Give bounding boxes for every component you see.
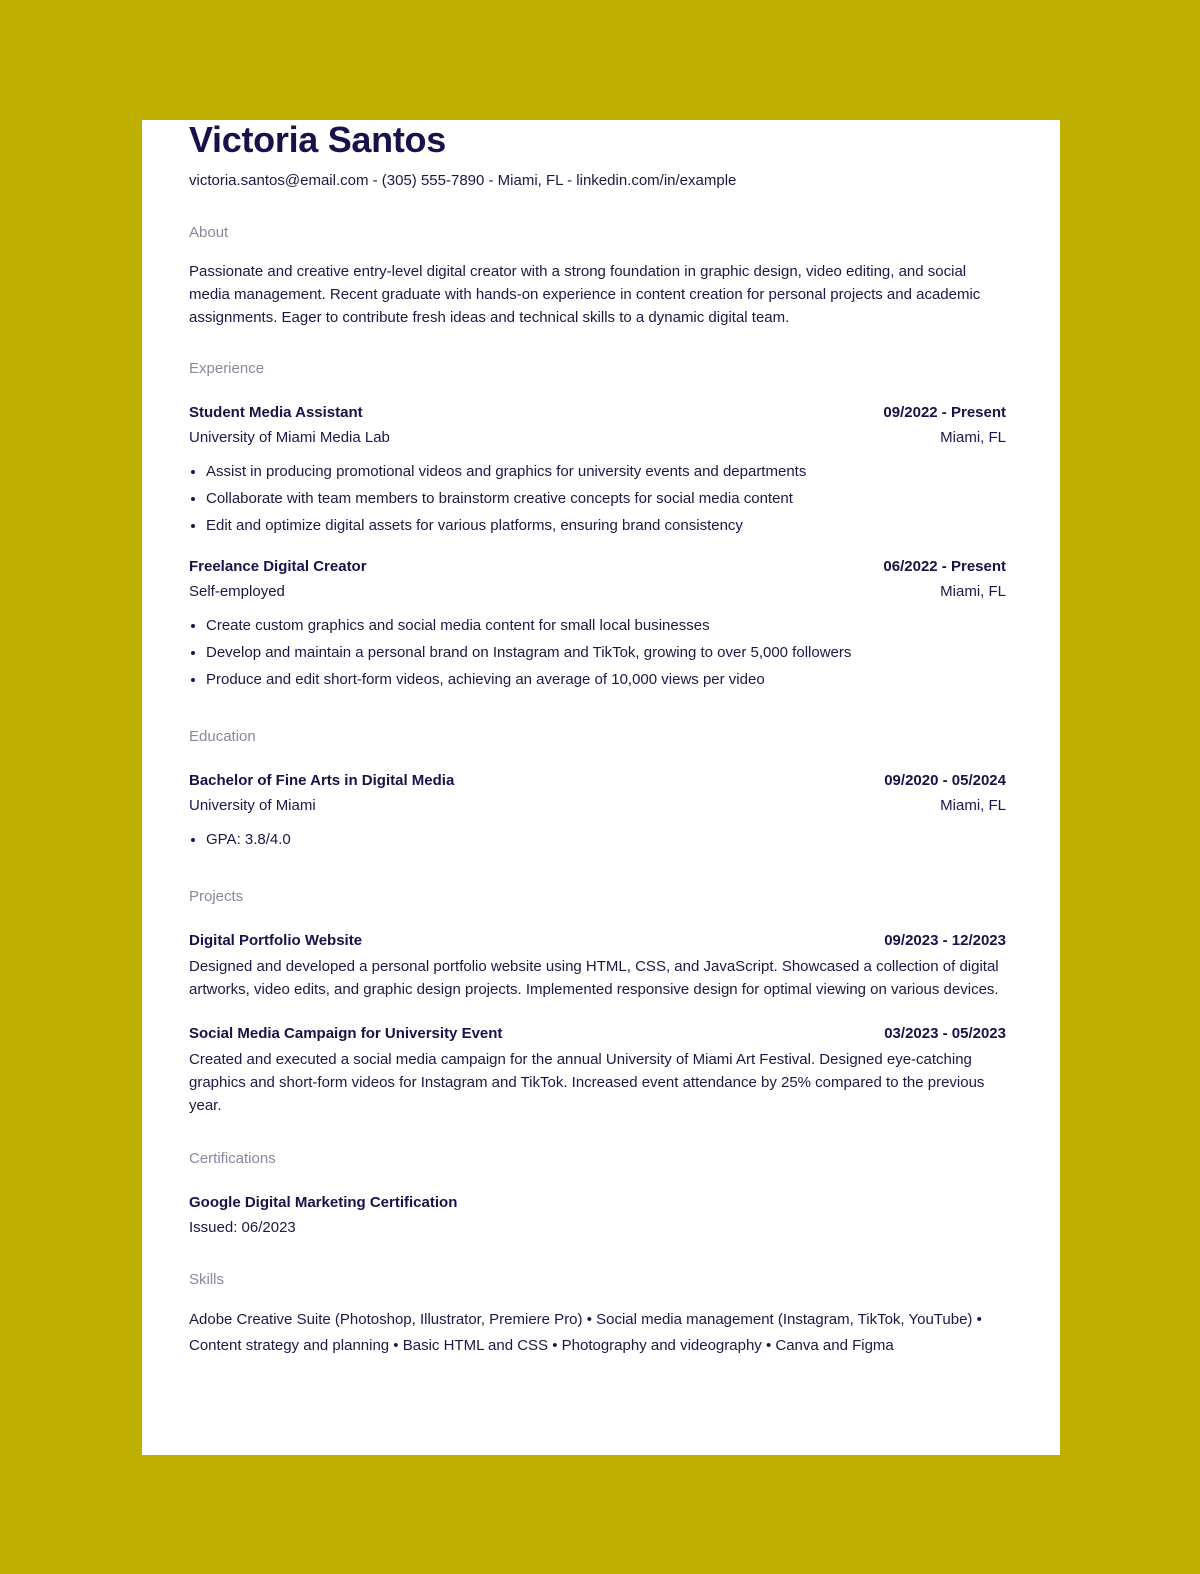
project-entry: [189, 931, 1006, 1001]
job-location: Miami, FL: [940, 429, 1006, 446]
job-title: Student Media Assistant: [189, 404, 363, 421]
section-title-experience: Experience: [189, 360, 265, 377]
job-organization: University of Miami Media Lab: [189, 429, 390, 446]
education-sub-row: [189, 796, 1006, 816]
list-item: • Create custom graphics and social media content for small local businesses: [206, 612, 1006, 639]
school-location: Miami, FL: [940, 797, 1006, 814]
education-entry: [189, 771, 1006, 853]
list-item: • Produce and edit short-form videos, achieving an average of 10,000 views per video: [206, 666, 1006, 693]
project-entry: [189, 1024, 1006, 1117]
list-item: • Edit and optimize digital assets for various platforms, ensuring brand consistency: [206, 512, 1006, 539]
education-bullets: [189, 826, 1006, 853]
job-title: Freelance Digital Creator: [189, 558, 367, 575]
certification-issued: Issued: 06/2023: [189, 1219, 296, 1236]
experience-header-row: [189, 557, 1006, 577]
list-item: • Assist in producing promotional videos and graphics for university events and departments: [206, 458, 1006, 485]
list-item: • GPA: 3.8/4.0: [206, 826, 1006, 853]
section-title-education: Education: [189, 728, 256, 745]
job-dates: 09/2022 - Present: [883, 404, 1006, 421]
project-dates: 03/2023 - 05/2023: [884, 1025, 1006, 1042]
project-description: Designed and developed a personal portfolio website using HTML, CSS, and JavaScript. Showcased a collection of digital artworks, video edits, and graphic design projects. Implemented responsive design for optimal viewing on various devices.: [189, 958, 999, 998]
section-title-about: About: [189, 224, 229, 241]
resume-page: [142, 120, 1060, 1455]
job-bullets: [189, 612, 1006, 693]
project-name: Social Media Campaign for University Event: [189, 1025, 503, 1042]
education-header-row: [189, 771, 1006, 791]
section-title-certifications: Certifications: [189, 1150, 276, 1167]
job-location: Miami, FL: [940, 583, 1006, 600]
degree-title: Bachelor of Fine Arts in Digital Media: [189, 772, 455, 789]
project-dates: 09/2023 - 12/2023: [884, 932, 1006, 949]
project-header-row: [189, 931, 1006, 951]
project-description: Created and executed a social media campaign for the annual University of Miami Art Festival. Designed eye-catching graphics and short-form videos for Instagram and TikTok. Increased event attendance by 25% compared to the previous year.: [189, 1051, 985, 1114]
experience-sub-row: [189, 428, 1006, 448]
list-item: • Collaborate with team members to brainstorm creative concepts for social media content: [206, 485, 1006, 512]
job-bullets: [189, 458, 1006, 539]
section-title-projects: Projects: [189, 888, 244, 905]
job-organization: Self-employed: [189, 583, 285, 600]
education-dates: 09/2020 - 05/2024: [884, 772, 1006, 789]
about-text: Passionate and creative entry-level digital creator with a strong foundation in graphic design, video editing, and social media management. Recent graduate with hands-on experience in content creation for personal projects and academic assignments. Eager to contribute fresh ideas and technical skills to a dynamic digital team.: [189, 263, 981, 326]
experience-entry: [189, 557, 1006, 693]
contact-line: victoria.santos@email.com - (305) 555-7890 - Miami, FL - linkedin.com/in/example: [189, 172, 737, 189]
certification-name: Google Digital Marketing Certification: [189, 1194, 458, 1211]
experience-header-row: [189, 403, 1006, 423]
experience-sub-row: [189, 582, 1006, 602]
certification-sub-row: [189, 1218, 1006, 1238]
project-header-row: [189, 1024, 1006, 1044]
school-name: University of Miami: [189, 797, 316, 814]
section-title-skills: Skills: [189, 1271, 225, 1288]
resume-name: Victoria Santos: [189, 119, 446, 160]
project-name: Digital Portfolio Website: [189, 932, 363, 949]
experience-entry: [189, 403, 1006, 539]
certification-header-row: [189, 1193, 1006, 1213]
job-dates: 06/2022 - Present: [883, 558, 1006, 575]
skills-text: Adobe Creative Suite (Photoshop, Illustrator, Premiere Pro) • Social media management (Instagram, TikTok, YouTube) • Content strategy and planning • Basic HTML and CSS • Photography and videography • Canva and Figma: [189, 1311, 982, 1354]
certification-entry: [189, 1193, 1006, 1238]
list-item: • Develop and maintain a personal brand on Instagram and TikTok, growing to over 5,000 followers: [206, 639, 1006, 666]
